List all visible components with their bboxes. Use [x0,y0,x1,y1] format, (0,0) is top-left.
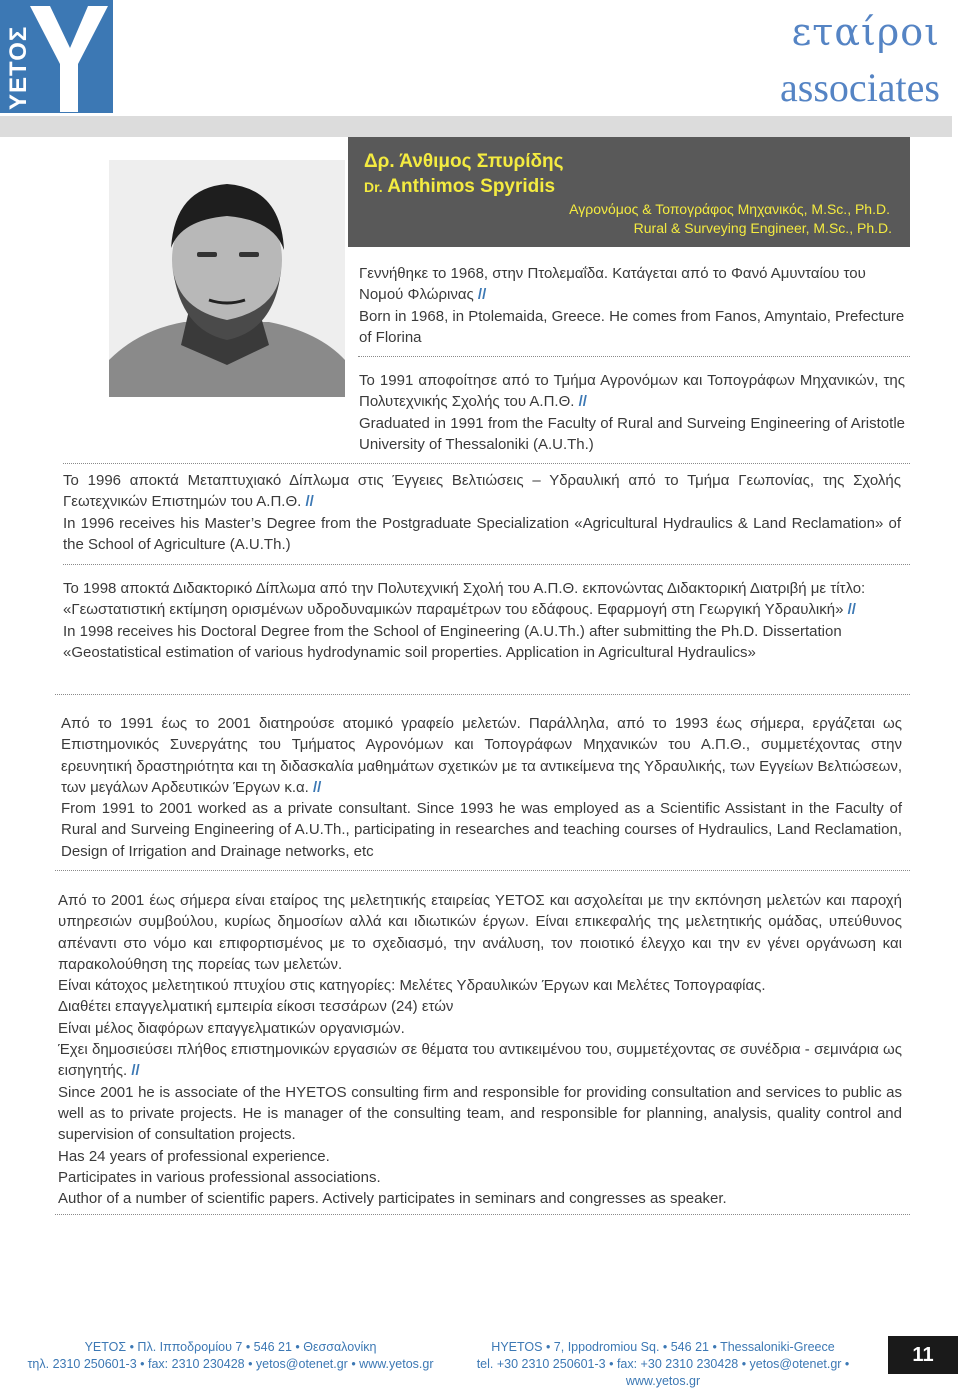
doctorate-english-2: «Geostatistical estimation of various hydrodynamic soil properties. Application in Agricultural Hydraulics» [63,643,756,661]
footer-greek-phone: τηλ. 2310 250601-3 • fax: 2310 230428 • yetos@otenet.gr • www.yetos.gr [27,1357,434,1371]
divider [63,463,910,464]
portrait-illustration [109,160,345,397]
name-box [348,137,910,247]
divider [55,1214,910,1215]
brand-greek: εταίροι [791,10,940,54]
name-english [364,176,555,198]
graduation-separator: // [578,393,587,411]
masters-greek: Το 1996 αποκτά Μεταπτυχιακό Δίπλωμα στις Έγγειες Βελτιώσεις – Υδραυλική από το Τμήμα Γεωπονίας, της Σχολής Γεωτεχνικών Επιστημών του Α.Π.Θ. [63,472,901,511]
associate-greek-4: Είναι μέλος διαφόρων επαγγελματικών οργανισμών. [58,1019,405,1037]
divider [358,356,910,357]
career-separator: // [313,778,322,796]
section-masters [63,470,901,555]
header-band [0,116,952,137]
section-graduation [359,370,905,455]
graduation-greek: Το 1991 αποφοίτησε από το Τμήμα Αγρονόμων και Τοπογράφων Μηχανικών, της Πολυτεχνικής Σχολής του Α.Π.Θ. [359,372,905,411]
career-english: From 1991 to 2001 worked as a private consultant. Since 1993 he was employed as a Scientific Assistant in the Faculty of Rural and Surveing Engineering of A.U.Th., participating in researches and teaching courses of Hydraulics, Land Reclamation, Design of Irrigation and Drainage networks, etc [61,800,902,860]
yetos-logo-mark [0,0,113,113]
doctorate-separator: // [847,601,856,619]
doctorate-greek: Το 1998 αποκτά Διδακτορικό Δίπλωμα από την Πολυτεχνική Σχολή του Α.Π.Θ. εκπονώντας Διδακτορική Διατριβή με τίτλο: «Γεωστατιστική εκτίμηση ορισμένων υδροδυναμικών παραμέτρων του εδάφους. Εφαρμογή στη Γεωργική Υδραυλική» [63,580,866,619]
name-english-text: Anthimos Spyridis [387,176,556,197]
section-career [61,713,902,862]
portrait-photo [109,160,345,397]
associate-greek-2: Είναι κάτοχος μελετητικού πτυχίου στις κατηγορίες: Μελέτες Υδραυλικών Έργων και Μελέτες Τοπογραφίας. [58,977,766,995]
page-number: 11 [888,1336,958,1374]
birth-separator: // [477,286,487,304]
brand-latin: associates [780,65,940,110]
masters-english: In 1996 receives his Master’s Degree from the Postgraduate Specialization «Agricultural Hydraulics & Land Reclamation» of the School of Agriculture (A.U.Th.) [63,514,901,553]
section-birth [359,263,907,348]
birth-english: Born in 1968, in Ptolemaida, Greece. He comes from Fanos, Amyntaio, Prefecture of Florina [359,307,905,346]
divider [63,564,910,565]
name-greek: Δρ. Άνθιμος Σπυρίδης [364,151,564,172]
footer-greek-contact [18,1339,443,1373]
associate-english-2: Has 24 years of professional experience. [58,1147,330,1165]
birth-greek: Γεννήθηκε το 1968, στην Πτολεμαΐδα. Κατάγεται από το Φανό Αμυνταίου του Νομού Φλώρινας [359,265,866,304]
associate-english-4: Author of a number of scientific papers. Actively participates in seminars and congresses as speaker. [58,1190,727,1208]
section-doctorate [63,578,908,663]
divider [55,870,910,871]
section-associate [58,890,902,1209]
footer-greek-address: ΥΕΤΟΣ • Πλ. Ιπποδρομίου 7 • 546 21 • Θεσσαλονίκη [84,1340,377,1354]
footer-english-address: HYETOS • 7, Ippodromiou Sq. • 546 21 • Thessaloniki-Greece [491,1340,835,1354]
logo-text: ΥΕΤΟΣ [5,25,32,110]
associate-greek-5: Έχει δημοσιεύσει πλήθος επιστημονικών εργασιών σε θέματα του αντικειμένου του, συμμετέχοντας σε συνέδρια - σεμινάρια ως εισηγητής. [58,1041,902,1080]
graduation-english: Graduated in 1991 from the Faculty of Rural and Surveing Engineering of Aristotle University of Thessaloniki (A.U.Th.) [359,414,905,453]
career-greek: Από το 1991 έως το 2001 διατηρούσε ατομικό γραφείο μελετών. Παράλληλα, από το 1993 έως σήμερα, εργάζεται ως Επιστημονικός Συνεργάτης του Τμήματος Αγρονόμων και Τοπογράφων Μηχανικών του Α.Π.Θ., συμμετέχοντας στην ερευνητική δραστηριότητα και τη διδασκαλία μαθημάτων σχετικών με τα αντικείμενα της Υδραυλικής, των Εγγείων Βελτιώσεων, των μεγάλων Αρδευτικών Έργων κ.α. [61,715,902,796]
footer-english-contact [448,1339,878,1390]
doctorate-english-1: In 1998 receives his Doctoral Degree from the School of Engineering (A.U.Th.) after submitting the Ph.D. Dissertation [63,622,842,640]
associate-greek-1: Από το 2001 έως σήμερα είναι εταίρος της μελετητικής εταιρείας ΥΕΤΟΣ και ασχολείται με την εκπόνηση μελετών και παροχή υπηρεσιών συμβούλου, κυρίως δημοσίων αλλά και ιδιωτικών έργων. Είναι επικεφαλής της μελετητικής ομάδας, υπεύθυνος απέναντι στο νόμο και επιφορτισμένος με το σχεδιασμό, την ανάλυση, τον ποιοτικό έλεγχο και την εν γένει οργάνωση και παρακολούθηση της πορείας των μελετών. [58,892,902,973]
divider [55,694,910,695]
footer-english-phone: tel. +30 2310 250601-3 • fax: +30 2310 230428 • yetos@otenet.gr • www.yetos.gr [476,1357,850,1388]
name-english-prefix: Dr. [364,179,383,195]
associate-english-1: Since 2001 he is associate of the HYETOS consulting firm and responsible for providing consultation and services to public as well as to private projects. He is manager of the consulting team, and responsible for planning, analysis, quality control and supervision of consultation projects. [58,1083,902,1144]
company-logo [0,0,113,113]
title-english: Rural & Surveying Engineer, M.Sc., Ph.D. [633,220,892,236]
associate-english-3: Participates in various professional associations. [58,1168,381,1186]
associate-greek-3: Διαθέτει επαγγελματική εμπειρία είκοσι τεσσάρων (24) ετών [58,998,454,1016]
associate-separator: // [131,1062,140,1080]
masters-separator: // [305,493,314,511]
title-greek: Αγρονόμος & Τοπογράφος Μηχανικός, M.Sc., Ph.D. [569,201,890,217]
